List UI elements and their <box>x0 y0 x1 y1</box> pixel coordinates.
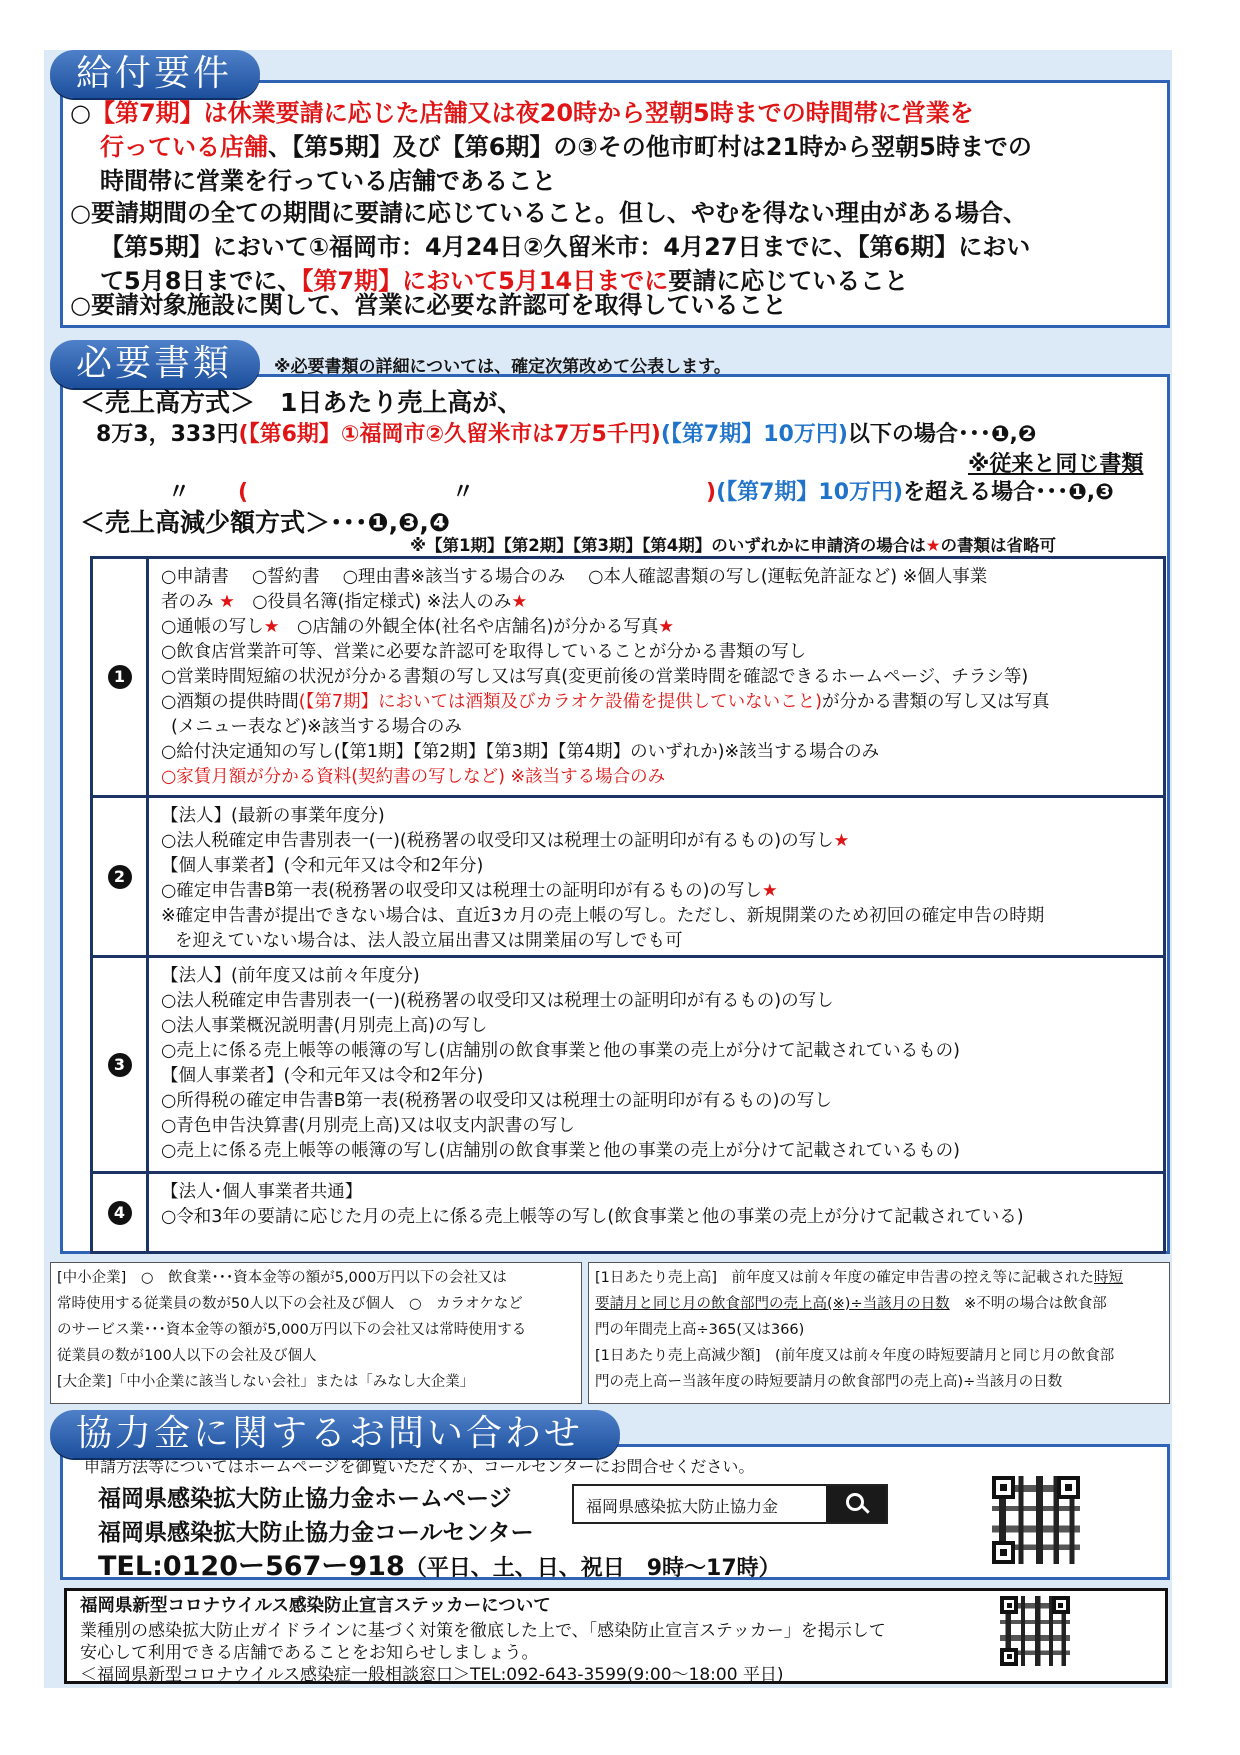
table-row <box>93 1171 1163 1251</box>
row-content: 【法人】(最新の事業年度分) ○法人税確定申告書別表一(一)(税務署の収受印又は税理士の証明印が有るもの)の写し★ 【個人事業者】(令和元年又は令和2年分) ○確定申告書B第一表(税務署の収受印又は税理士の証明印が有るもの)の写し★ ※確定申告書が提出できない場合は、直近3カ月の売上帳の写し。ただし、新規開業のため初回の確定申告の時期 を迎えていない場合は、法人設立届出書又は開業届の写しでも可 <box>161 806 1045 951</box>
row-number: 3 <box>93 958 149 1171</box>
requirement-1: ○【第7期】は休業要請に応じた店舗又は夜20時から翌朝5時までの時間帯に営業を 行っている店舗、【第5期】及び【第6期】の③その他市町村は21時から翌朝5時までの 時間帯に営業を行っている店舗であること <box>70 99 1032 195</box>
row-number: 4 <box>93 1174 149 1251</box>
consult-hotline: ＜福岡県新型コロナウイルス感染症一般相談窓口＞TEL:092-643-3599(9:00～18:00 平日) <box>80 1665 784 1685</box>
sticker-title: 福岡県新型コロナウイルス感染防止宣言ステッカーについて <box>80 1596 551 1616</box>
documents-header: 必要書類 <box>50 340 260 388</box>
same-docs-note: ※従来と同じ書類 <box>968 452 1144 477</box>
search-input[interactable]: 福岡県感染拡大防止協力金 <box>586 1497 779 1516</box>
table-row <box>93 955 1163 1171</box>
sales-method-over: )(【第7期】10万円)を超える場合･･･❶,❸ <box>706 480 1114 505</box>
sme-definition-note: [中小企業] ○ 飲食業･･･資本金等の額が5,000万円以下の会社又は 常時使用する従業員の数が50人以下の会社及び個人 ○ カラオケなど のサービス業･･･資本金等の額が5,000万円以下の会社又は常時使用する 従業員の数が100人以下の会社及び個人 [大企業]「中小企業に該当しない会社」または「みなし大企業」 <box>50 1262 582 1404</box>
sticker-qr-code <box>1000 1596 1070 1666</box>
contact-header: 協力金に関するお問い合わせ先 <box>50 1410 620 1458</box>
ditto-mark-2: 〃 <box>452 480 475 505</box>
sales-method-label: ＜売上高方式＞ 1日あたり売上高が、 <box>80 388 523 417</box>
documents-table <box>90 556 1166 1254</box>
homepage-label: 福岡県感染拡大防止協力金ホームページ <box>98 1486 512 1512</box>
table-row <box>93 795 1163 955</box>
omit-note: ※【第1期】【第2期】【第3期】【第4期】のいずれかに申請済の場合は★の書類は省略可 <box>410 536 1057 555</box>
paren-open: ( <box>238 480 249 505</box>
search-button[interactable] <box>826 1486 886 1522</box>
callcenter-label: 福岡県感染拡大防止協力金コールセンター <box>98 1520 534 1546</box>
table-row <box>93 559 1163 795</box>
tel-line: TEL:0120ー567ー918（平日、土、日、祝日 9時～17時） <box>98 1551 781 1582</box>
requirements-header: 給付要件 <box>50 50 260 98</box>
sales-method-threshold: 8万3，333円(【第6期】①福岡市②久留米市は7万5千円)(【第7期】10万円)以下の場合･･･❶,❷ <box>96 422 1037 447</box>
row-content: ○申請書 ○誓約書 ○理由書※該当する場合のみ ○本人確認書類の写し(運転免許証など) ※個人事業 者のみ ★ ○役員名簿(指定様式) ※法人のみ★ ○通帳の写し★ ○店舗の外観全体(社名や店舗名)が分かる写真★ ○飲食店営業許可等、営業に必要な許認可を取得していることが分かる書類の写し ○営業時間短縮の状況が分かる書類の写し又は写真(変更前後の営業時間を確認できるホームページ、チラシ等) ○酒類の提供時間(【第7期】においては酒類及びカラオケ設備を提供していないこと)が分かる書類の写し又は写真 (メニュー表など)※該当する場合のみ ○給付決定通知の写し(【第1期】【第2期】【第3期】【第4期】のいずれか)※該当する場合のみ ○家賃月額が分かる資料(契約書の写しなど) ※該当する場合のみ <box>161 567 1050 787</box>
documents-note: ※必要書類の詳細については、確定次第改めて公表します。 <box>274 357 731 377</box>
sticker-text-1: 業種別の感染拡大防止ガイドラインに基づく対策を徹底した上で、「感染防止宣言ステッカー」を掲示して <box>80 1621 886 1641</box>
sticker-text-2: 安心して利用できる店舗であることをお知らせしましょう。 <box>80 1643 539 1663</box>
row-number: 1 <box>93 559 149 795</box>
homepage-qr-code <box>992 1476 1080 1564</box>
row-number: 2 <box>93 798 149 955</box>
requirement-3: ○要請対象施設に関して、営業に必要な許認可を取得していること <box>70 291 787 319</box>
daily-sales-definition-note: [1日あたり売上高] 前年度又は前々年度の確定申告書の控え等に記載された時短 要請月と同じ月の飲食部門の売上高(※)÷当該月の日数 ※不明の場合は飲食部 門の年間売上高÷365(又は366) [1日あたり売上高減少額] (前年度又は前々年度の時短要請月と同じ月の飲食部 門の売上高ー当該年度の時短要請月の飲食部門の売上高)÷当該月の日数 <box>588 1262 1170 1404</box>
decrease-method-label: ＜売上高減少額方式＞･･･❶,❸,❹ <box>80 508 451 537</box>
ditto-mark-1: 〃 <box>168 480 191 505</box>
requirement-2: ○要請期間の全ての期間に要請に応じていること。但し、やむを得ない理由がある場合、 【第5期】において①福岡市：4月24日②久留米市：4月27日までに、【第6期】におい て5月8日までに、【第7期】において5月14日までに要請に応じていること <box>70 199 1031 295</box>
search-box[interactable] <box>572 1484 888 1524</box>
tel-number[interactable]: TEL:0120ー567ー918 <box>98 1551 405 1582</box>
contact-intro: 申請方法等についてはホームページを御覧いただくか、コールセンターにお問合せください。 <box>84 1457 755 1476</box>
row-content: 【法人】(前年度又は前々年度分) ○法人税確定申告書別表一(一)(税務署の収受印又は税理士の証明印が有るもの)の写し ○法人事業概況説明書(月別売上高)の写し ○売上に係る売上帳等の帳簿の写し(店舗別の飲食事業と他の事業の売上が分けて記載されているもの) 【個人事業者】(令和元年又は令和2年分) ○所得税の確定申告書B第一表(税務署の収受印又は税理士の証明印が有るもの)の写し ○青色申告決算書(月別売上高)又は収支内訳書の写し ○売上に係る売上帳等の帳簿の写し(店舗別の飲食事業と他の事業の売上が分けて記載されているもの) <box>161 966 960 1161</box>
row-content: 【法人･個人事業者共通】 ○令和3年の要請に応じた月の売上に係る売上帳等の写し(飲食事業と他の事業の売上が分けて記載されている) <box>161 1182 1024 1227</box>
